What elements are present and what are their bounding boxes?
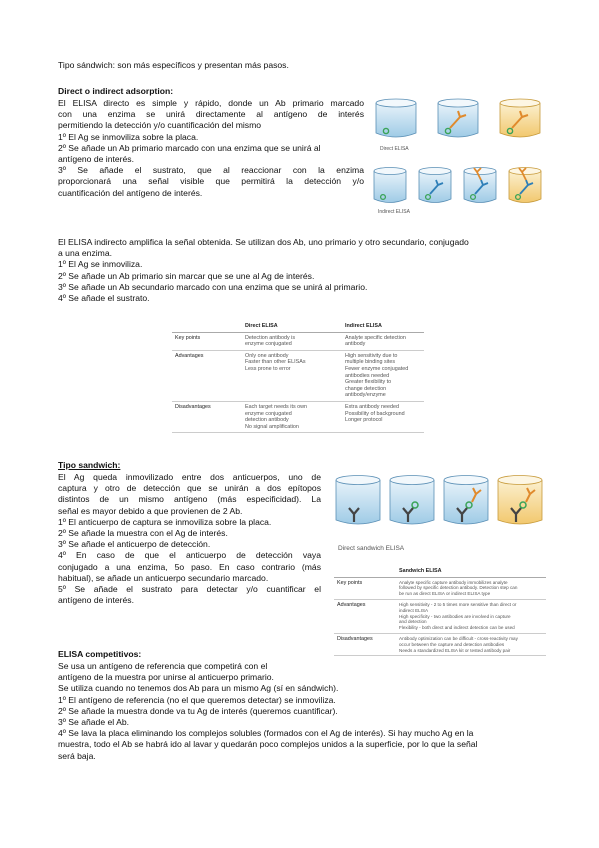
row-label: Disadvantages: [172, 401, 242, 432]
table-header: Sandwich ELISA: [396, 566, 546, 577]
well-icon: [336, 476, 380, 525]
text-line: será baja.: [58, 750, 96, 761]
table-cell: Analyte specific detection antibody: [342, 332, 424, 350]
table-row: [172, 350, 424, 401]
direct-indirect-comparison-table: [172, 321, 424, 433]
text-line: 3º Se añade el sustrato, que al reaccionar con la enzima: [58, 165, 364, 176]
text-line: proporcionará una señal visible que permitirá la detección y/o: [58, 176, 364, 187]
figure-caption: Direct ELISA: [380, 146, 409, 152]
text-line: 4º En caso de que el anticuerpo de detección vaya: [58, 550, 321, 561]
competitive-paragraph: [58, 661, 550, 762]
section-heading-competitive: ELISA competitivos:: [58, 649, 142, 659]
text-line: habitual), se añade un anticuerpo secundario marcado.: [58, 572, 269, 583]
text-line: Se utiliza cuando no tenemos dos Ab para un mismo Ag (sí en sándwich).: [58, 683, 339, 694]
text-line: permitiendo la detección y/o cuantificación del mismo: [58, 120, 262, 131]
section-heading-sandwich: Tipo sandwich:: [58, 460, 121, 470]
table-cell: Extra antibody needed Possibility of background Longer protocol: [342, 401, 424, 432]
well-icon: [390, 476, 434, 525]
well-icon: [509, 168, 541, 203]
well-icon: [464, 168, 496, 203]
text-line: 5º Se añade el sustrato para detectar y/o cuantificar el: [58, 584, 321, 595]
well-icon: [438, 99, 478, 137]
text-line: muestra, todo el Ab se habrá ido al lavar y quedarán poco complejos unidos a la superficie, por lo que la señal: [58, 739, 478, 750]
table-row: [172, 332, 424, 350]
well-icon: [419, 168, 451, 203]
text-line: 1º El Ag se inmoviliza.: [58, 259, 143, 270]
table-cell: Detection antibody is enzyme conjugated: [242, 332, 342, 350]
text-line: El ELISA indirecto amplifica la señal obtenida. Se utilizan dos Ab, uno primario y otro secundario, conjugado: [58, 237, 469, 247]
text-line: 1º El antígeno de referencia (no el que queremos detectar) se inmoviliza.: [58, 694, 336, 705]
table-row: [334, 599, 546, 633]
text-line: 1º El anticuerpo de captura se inmoviliza sobre la placa.: [58, 516, 272, 527]
well-icon: [444, 476, 488, 525]
text-line: conjugado a una enzima, 5o paso. En caso contrario (más: [58, 561, 321, 572]
text-line: 3º Se añade el anticuerpo de detección.: [58, 539, 211, 550]
text-line: a una enzima.: [58, 248, 112, 259]
text-line: 1º El Ag se inmoviliza sobre la placa.: [58, 131, 199, 142]
sandwich-comparison-table: [334, 566, 546, 656]
text-line: antígeno de interés.: [58, 154, 134, 165]
row-label: Disadvantages: [334, 633, 396, 655]
table-cell: Each target needs its own enzyme conjugated detection antibody No signal amplification: [242, 401, 342, 432]
text-line: 2º Se añade un Ab primario marcado con una enzima que se unirá al: [58, 142, 321, 153]
well-icon: [500, 99, 540, 137]
text-line: distintos de un mismo antígeno (más especificidad). La: [58, 494, 321, 505]
row-label: Advantages: [172, 350, 242, 401]
text-line: 4º Se lava la placa eliminando los complejos solubles (formados con el Ag de interés). Si hay mucho Ag en la: [58, 728, 474, 739]
table-cell: Antibody optimization can be difficult - cross-reactivity may occur between the capture and detection antibodies Needs a standardized ELISA kit or tested antibody pair: [396, 633, 546, 655]
text-line: 3º Se añade un Ab secundario marcado con una enzima que se unirá al primario.: [58, 281, 368, 292]
text-line: captura y otro de detección que se unirán a dos epítopos: [58, 483, 321, 494]
row-label: Advantages: [334, 599, 396, 633]
well-icon: [498, 476, 542, 525]
row-label: Key points: [334, 577, 396, 599]
figure-caption: Indirect ELISA: [378, 209, 410, 215]
table-cell: High sensitivity due to multiple binding sites Fewer enzyme conjugated antibodies needed Greater flexibility to change detection antibody/enzyme: [342, 350, 424, 401]
text-line: con una enzima se unirá directamente al antígeno de interés: [58, 109, 364, 120]
text-line: antígeno de interés.: [58, 595, 134, 606]
table-row: [334, 577, 546, 599]
text-line: 4º Se añade el sustrato.: [58, 293, 150, 304]
direct-paragraph: [58, 98, 364, 199]
sandwich-elisa-figure: [334, 470, 546, 554]
text-line: antígeno de la muestra por unirse al anticuerpo primario.: [58, 672, 274, 683]
table-header: [172, 321, 242, 332]
table-cell: Only one antibody Faster than other ELISAs Less prone to error: [242, 350, 342, 401]
well-icon: [376, 99, 416, 137]
text-line: El Ag queda inmovilizado entre dos anticuerpos, uno de: [58, 472, 321, 482]
table-cell: High sensitivity - 2 to 5 times more sensitive than direct or indirect ELISA High specificity - two antibodies are involved in capture and detection Flexibility - both direct and indirect detection can be used: [396, 599, 546, 633]
text-line: El ELISA directo es simple y rápido, donde un Ab primario marcado: [58, 98, 364, 108]
row-label: Key points: [172, 332, 242, 350]
table-header: Indirect ELISA: [342, 321, 424, 332]
text-line: cuantificación del antígeno de interés.: [58, 187, 203, 198]
table-row: [172, 401, 424, 432]
table-header: Direct ELISA: [242, 321, 342, 332]
section-heading-direct: Direct o indirect adsorption:: [58, 86, 174, 96]
text-line: 2º Se añade la muestra donde va tu Ag de interés (queremos cuantificar).: [58, 705, 338, 716]
intro-text: Tipo sándwich: son más específicos y presentan más pasos.: [58, 60, 289, 70]
text-line: Se usa un antígeno de referencia que competirá con el: [58, 661, 268, 671]
well-icon: [374, 168, 406, 203]
table-header: [334, 566, 396, 577]
text-line: 2º Se añade un Ab primario sin marcar que se une al Ag de interés.: [58, 270, 315, 281]
sandwich-paragraph: [58, 472, 321, 606]
text-line: señal es mayor debido a que provienen de 2 Ab.: [58, 505, 243, 516]
table-row: [334, 633, 546, 655]
text-line: 3º Se añade el Ab.: [58, 717, 129, 728]
table-cell: Analyte specific capture antibody immobilizes analyte followed by specific detection antibody. Detection step can be run as direct ELISA or indirect ELISA type: [396, 577, 546, 599]
direct-indirect-elisa-figure: [372, 95, 544, 220]
text-line: 2º Se añade la muestra con el Ag de interés.: [58, 528, 228, 539]
figure-caption: Direct sandwich ELISA: [338, 545, 405, 552]
indirect-paragraph: [58, 237, 548, 304]
